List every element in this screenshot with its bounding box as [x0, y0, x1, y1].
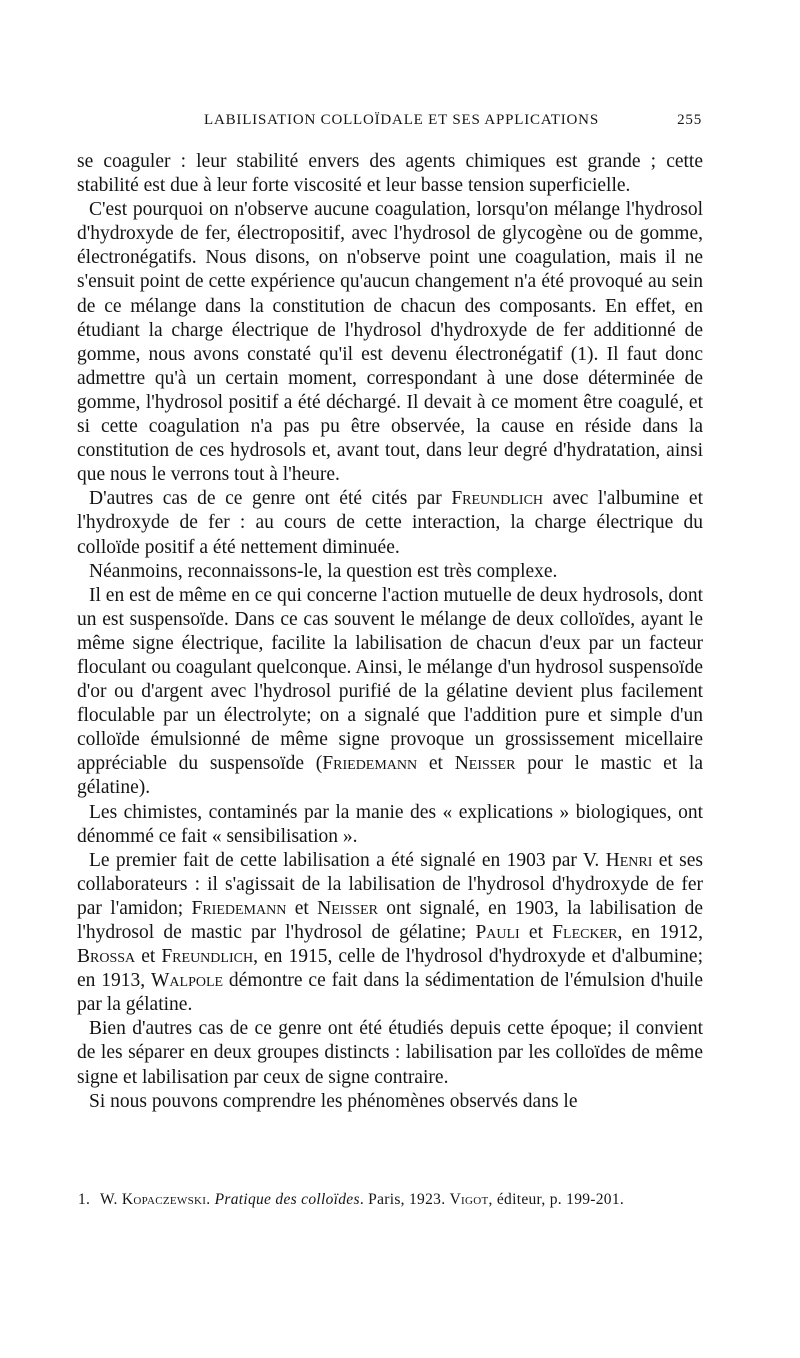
footnote-author: Kopaczewski: [121, 1191, 207, 1208]
paragraph-8: [77, 1017, 703, 1089]
paragraph-4-text: Néanmoins, reconnaissons-le, la question est très complexe.: [89, 560, 558, 582]
paragraph-6-text: Les chimistes, contaminés par la manie des « explications » biologiques, ont dénommé ce fait « sensibilisation ».: [77, 801, 703, 847]
footnote-reference: (1): [570, 343, 594, 365]
paragraph-5-text-b: pour le mastic et la gélatine).: [77, 753, 703, 799]
footnote-book-title: Pratique des colloïdes: [214, 1191, 360, 1208]
conjunction: et: [417, 753, 455, 775]
author-name: Freundlich: [451, 488, 544, 510]
footnote-place-year: . Paris, 1923.: [359, 1191, 450, 1208]
page-number: 255: [677, 112, 702, 128]
running-title: LABILISATION COLLOÏDALE ET SES APPLICATIONS: [204, 112, 599, 128]
paragraph-7-text: et: [519, 922, 553, 943]
footnote-author-initial: W.: [100, 1191, 122, 1208]
paragraph-7-text: , en 1912,: [617, 922, 704, 943]
author-name: Neisser: [317, 897, 378, 919]
paragraph-1: [77, 150, 703, 198]
paragraph-7-text: et: [286, 897, 318, 919]
paragraph-7-text: ont signalé, en 1903, la labilisation de l'hydrosol de mastic par l'hydrosol de gélatine;: [77, 897, 703, 943]
author-name: Flecker: [552, 922, 618, 943]
author-name: Brossa: [77, 946, 136, 968]
footnote-pages: , éditeur, p. 199-201.: [488, 1191, 625, 1208]
footnote-number: 1.: [78, 1191, 91, 1208]
paragraph-4: [77, 560, 703, 584]
paragraph-3: [77, 487, 703, 559]
paragraph-1-text: se coaguler : leur stabilité envers des agents chimiques est grande ; cette stabilité est due à leur forte viscosité et leur basse tension superficielle.: [77, 151, 703, 197]
paragraph-5: [77, 584, 703, 801]
author-name: Friedemann: [191, 897, 287, 919]
author-name: Walpole: [151, 970, 224, 992]
paragraph-9-text: Si nous pouvons comprendre les phénomènes observés dans le: [89, 1090, 578, 1112]
paragraph-7-text: , en 1915, celle de l'hydrosol d'hydroxyde et d'albumine; en 1913,: [77, 946, 703, 992]
author-name: Friedemann: [322, 753, 418, 775]
paragraph-8-text: Bien d'autres cas de ce genre ont été étudiés depuis cette époque; il convient de les séparer en deux groupes distincts : labilisation par les colloïdes de même signe et labilisation par ceux de signe contraire.: [77, 1018, 703, 1088]
paragraph-6: [77, 801, 703, 849]
footnote-separator: .: [206, 1191, 215, 1208]
paragraph-7-text: Le premier fait de cette labilisation a été signalé en 1903 par V.: [89, 849, 606, 871]
paragraph-2: [77, 198, 703, 487]
author-name: Neisser: [454, 753, 516, 775]
paragraph-7-text: démontre ce fait dans la sédimentation de l'émulsion d'huile par la gélatine.: [77, 970, 704, 1016]
paragraph-9: [77, 1090, 703, 1114]
paragraph-7-text: et: [135, 946, 162, 968]
paragraph-2-text-b: . Il faut donc admettre qu'à un certain moment, correspondant à une dose déterminée de gomme, l'hydrosol positif a été déchargé. Il devait à ce moment être coagulé, et si cette coagulation n'a pas pu être observée, la cause en réside dans la constitution de ces hydrosols et, avant tout, dans leur degré d'hydratation, ainsi que nous le verrons tout à l'heure.: [77, 343, 704, 486]
footnote-publisher: Vigot: [449, 1191, 489, 1208]
author-name: Pauli: [475, 922, 520, 943]
paragraph-2-text-a: C'est pourquoi on n'observe aucune coagulation, lorsqu'on mélange l'hydrosol d'hydroxyde de fer, électropositif, avec l'hydrosol de glycogène ou de gomme, électronégatifs. Nous disons, on n'observe point une coagulation, mais il ne s'ensuit point de cette expérience qu'aucun changement n'a été provoqué au sein de ce mélange dans la constitution de chacun des composants. En effet, en étudiant la charge électrique de l'hydrosol d'hydroxyde de fer additionné de gomme, nous avons constaté qu'il est devenu électronégatif: [77, 199, 703, 365]
author-name: Freundlich: [161, 946, 254, 968]
paragraph-7: [77, 849, 703, 1018]
body-text: [77, 150, 703, 1114]
author-name: Henri: [605, 849, 653, 871]
paragraph-7-text: et ses collaborateurs : il s'agissait de la labilisation de l'hydrosol d'hydroxyde de fer par l'amidon;: [77, 849, 703, 919]
paragraph-3-text-b: avec l'albumine et l'hydroxyde de fer : au cours de cette interaction, la charge électrique du colloïde positif a été nettement diminuée.: [77, 488, 703, 558]
footnote: [78, 1190, 702, 1210]
paragraph-3-text-a: D'autres cas de ce genre ont été cités par: [89, 488, 452, 510]
paragraph-5-text-a: Il en est de même en ce qui concerne l'action mutuelle de deux hydrosols, dont un est suspensoïde. Dans ce cas souvent le mélange de deux colloïdes, ayant le même signe électrique, facilite la labilisation de chacun d'eux par un facteur floculant ou coagulant quelconque. Ainsi, le mélange d'un hydrosol suspensoïde d'or ou d'argent avec l'hydrosol purifié de la gélatine devient plus facilement floculable par un électrolyte; on a signalé que l'addition pure et simple d'un colloïde émulsionné de même signe provoque un grossissement micellaire appréciable du suspensoïde (: [77, 584, 703, 775]
